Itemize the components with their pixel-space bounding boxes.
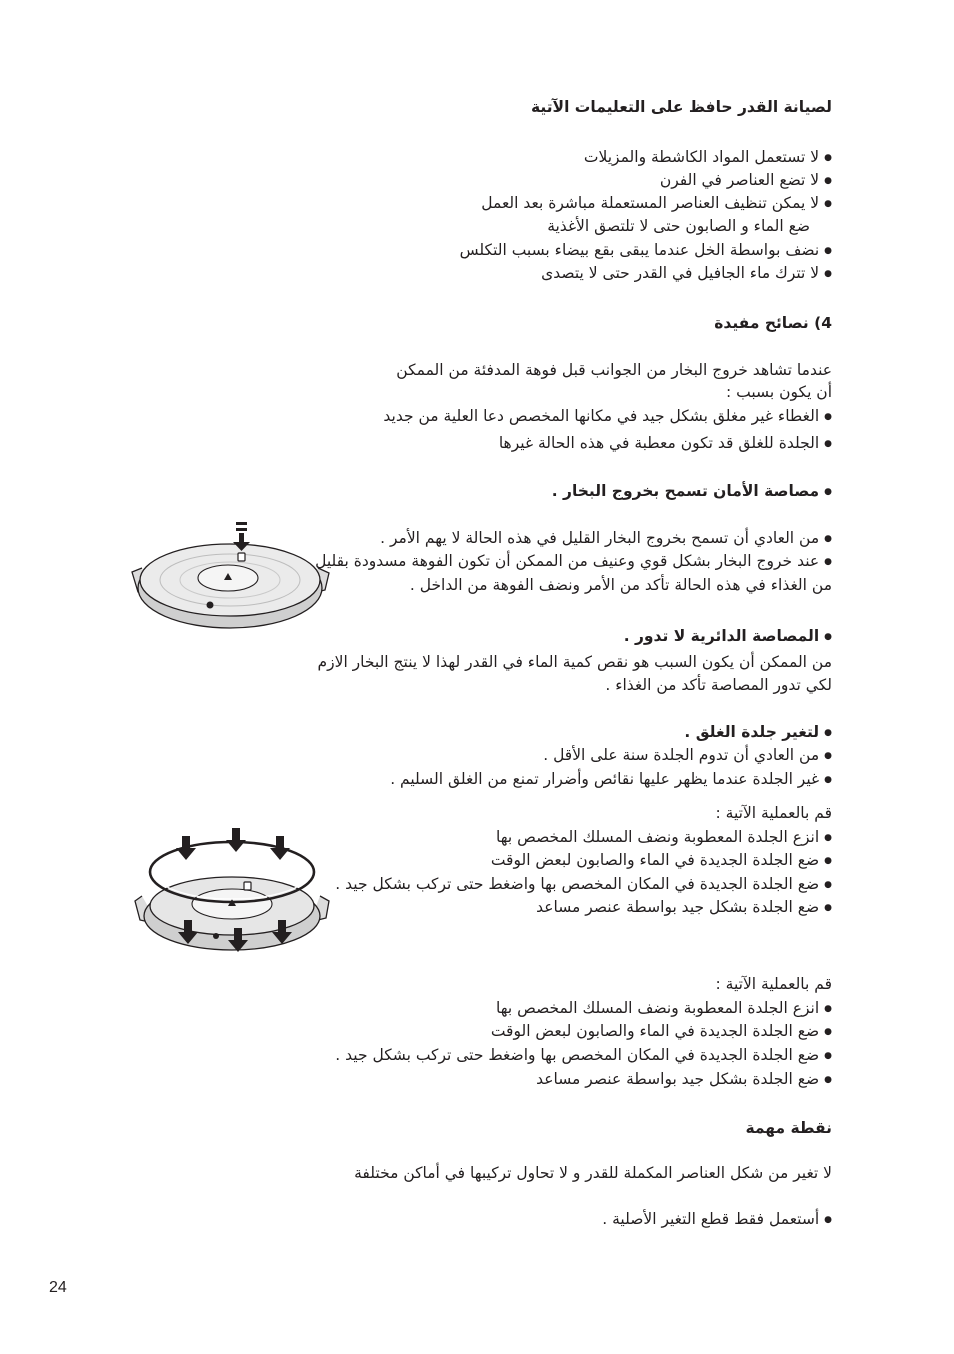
note-item: ● أستعمل فقط قطع التغير الأصلية . <box>602 1209 832 1230</box>
page-number: 24 <box>49 1279 67 1296</box>
tips-intro-line: عندما تشاهد خروج البخار من الجوانب قبل فوهة المدفئة من الممكن <box>396 361 832 379</box>
care-item: ● نضف بواسطة الخل عندما يبقى بقع بيضاء بسبب التكلس <box>460 240 832 261</box>
gasket-step: ● ضع الجلدة الجديدة في المكان المخصص بها واضغط حتى تركب بشكل جيد . <box>335 874 832 895</box>
note-text: لا تغير من شكل العناصر المكملة للقدر و لا تحاول تركيبها في أماكن مختلفة <box>354 1164 832 1182</box>
gasket-step: ● ضع الجلدة بشكل جيد بواسطة عنصر مساعد <box>536 897 832 918</box>
care-item: ضع الماء و الصابون حتى لا تلتصق الأغذية <box>547 217 810 235</box>
care-item: ● لا تضع العناصر في الفرن <box>660 170 832 191</box>
spinner-line: لكي تدور المصاصة تأكد من الغذاء . <box>605 676 832 694</box>
valve-line: ● عند خروج البخار بشكل قوي وعنيف من الممكن أن تكون الفوهة مسدودة بقليل <box>315 551 832 572</box>
spinner-line: من الممكن أن يكون السبب هو نقص كمية الماء في القدر لهذا لا ينتج البخار الازم <box>317 653 832 671</box>
valve-line: ● من العادي أن تسمح بخروج البخار القليل في هذه الحالة لا يهم الأمر . <box>380 528 832 549</box>
tips-cause: ● الغطاء غير مغلق بشكل جيد في مكانها المخصص دعا العلية من جديد <box>383 406 832 427</box>
repeat-do-label: قم بالعملية الآتية : <box>715 975 832 993</box>
care-item: ● لا تستعمل المواد الكاشطة والمزيلات <box>584 147 832 168</box>
valve-line: من الغذاء في هذه الحالة تأكد من الأمر ونضف الفوهة من الداخل . <box>409 576 832 594</box>
gasket-step: ● انزع الجلدة المعطوبة ونضف المسلك المخصص بها <box>496 827 832 848</box>
spinner-heading: ● المصاصة الدائرية لا تدور . <box>624 626 832 647</box>
care-item: ● لا تترك ماء الجافيل في القدر حتى لا يتصدى <box>541 263 832 284</box>
valve-heading: ● مصاصة الأمان تسمح بخروج البخار . <box>552 481 832 502</box>
gasket-do-label: قم بالعملية الآتية : <box>715 804 832 822</box>
repeat-step: ● ضع الجلدة الجديدة في المكان المخصص بها واضغط حتى تركب بشكل جيد . <box>335 1045 832 1066</box>
tips-intro-line: أن يكون بسبب : <box>726 383 832 401</box>
lid-valve-illustration <box>128 520 338 630</box>
gasket-item: ● غير الجلدة عندما يظهر عليها نقائص وأضرار تمنع من الغلق السليم . <box>390 769 832 790</box>
care-item: ● لا يمكن تنظيف العناصر المستعملة مباشرة بعد العمل <box>481 193 832 214</box>
gasket-replacement-illustration <box>132 826 342 956</box>
note-heading: نقطة مهمة <box>745 1119 832 1137</box>
gasket-heading: ● لتغير جلدة الغلق . <box>684 722 832 743</box>
gasket-item: ● من العادي أن تدوم الجلدة سنة على الأقل . <box>543 745 832 766</box>
repeat-step: ● انزع الجلدة المعطوبة ونضف المسلك المخصص بها <box>496 998 832 1019</box>
gasket-step: ● ضع الجلدة الجديدة في الماء والصابون لبعض الوقت <box>491 850 832 871</box>
tips-heading: 4) نصائح مفيدة <box>714 314 832 332</box>
repeat-step: ● ضع الجلدة الجديدة في الماء والصابون لبعض الوقت <box>491 1021 832 1042</box>
tips-cause: ● الجلدة للغلق قد تكون معطبة في هذه الحالة غيرها <box>499 433 832 454</box>
care-heading: لصيانة القدر حافظ على التعليمات الآتية <box>531 98 832 116</box>
repeat-step: ● ضع الجلدة بشكل جيد بواسطة عنصر مساعد <box>536 1069 832 1090</box>
